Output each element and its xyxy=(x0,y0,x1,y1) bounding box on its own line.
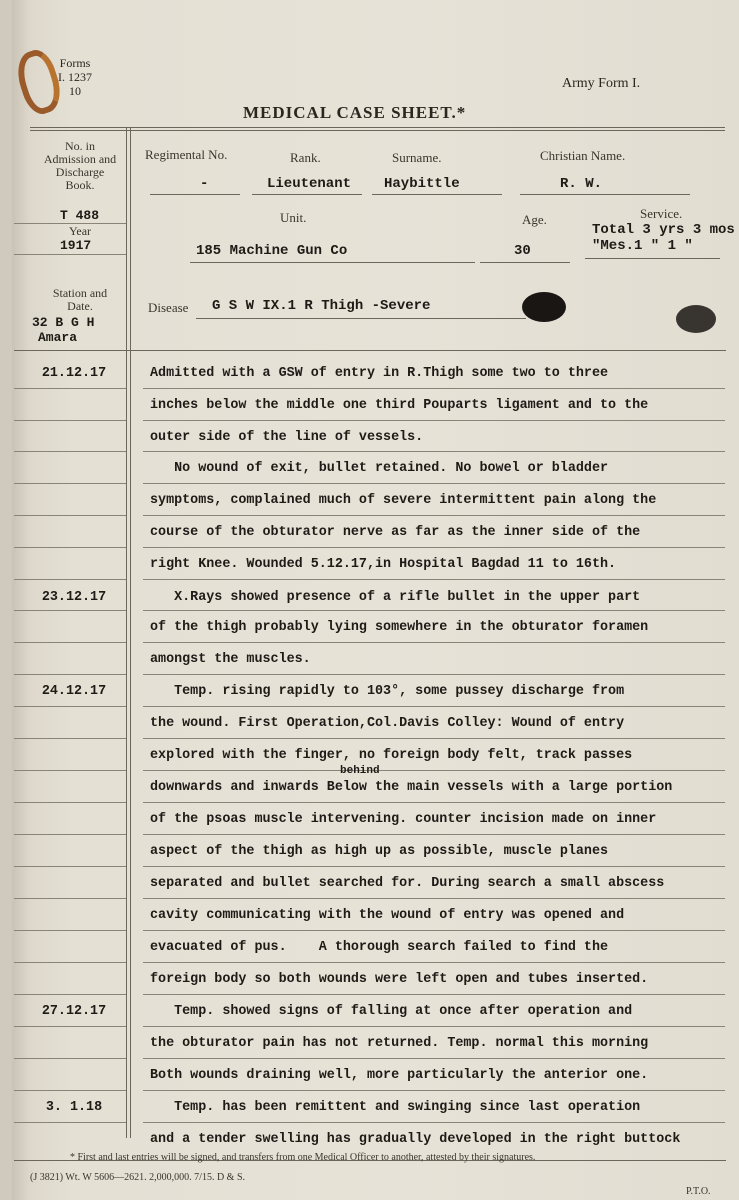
entry-date: 21.12.17 xyxy=(41,366,107,381)
divider xyxy=(30,127,725,128)
disease-label: Disease xyxy=(148,300,189,315)
unit-value: 185 Machine Gun Co xyxy=(196,243,348,259)
entry-line: evacuated of pus. A thorough search failed to find the xyxy=(150,940,609,955)
rank-value: Lieutenant xyxy=(267,176,352,192)
unit-label: Unit. xyxy=(280,210,307,225)
entry-line: Temp. showed signs of falling at once after operation and xyxy=(150,1004,633,1019)
station-value: 32 B G H xyxy=(32,315,95,330)
entry-date: 24.12.17 xyxy=(41,684,107,699)
surname-label: Surname. xyxy=(392,150,442,165)
entry-date: 23.12.17 xyxy=(41,590,107,605)
christian-value: R. W. xyxy=(560,176,603,192)
service-label: Service. xyxy=(640,206,683,221)
ink-blot xyxy=(676,305,716,333)
disease-value: G S W IX.1 R Thigh -Severe xyxy=(212,298,431,314)
entry-line: right Knee. Wounded 5.12.17,in Hospital Bagdad 11 to 16th. xyxy=(150,557,617,572)
admission-number: T 488 xyxy=(60,208,100,223)
admission-label: No. in Admission and Discharge Book. xyxy=(43,139,117,192)
divider xyxy=(30,130,725,131)
entry-line: No wound of exit, bullet retained. No bowel or bladder xyxy=(150,461,609,476)
entry-line: and a tender swelling has gradually developed in the right buttock xyxy=(150,1132,681,1147)
year-value: 1917 xyxy=(60,238,92,253)
entry-line: separated and bullet searched for. During search a small abscess xyxy=(150,876,665,891)
entry-date: 3. 1.18 xyxy=(45,1100,103,1115)
entry-line: downwards and inwards Below the main vessels with a large portion xyxy=(150,780,673,795)
station-label: Station and Date. xyxy=(52,286,108,313)
entry-line: of the thigh probably lying somewhere in the obturator foramen xyxy=(150,620,649,635)
christian-label: Christian Name. xyxy=(540,148,626,163)
entry-line: symptoms, complained much of severe intermittent pain along the xyxy=(150,493,657,508)
entry-line: the wound. First Operation,Col.Davis Colley: Wound of entry xyxy=(150,716,625,731)
regimental-value: - xyxy=(200,176,209,192)
entry-date: 27.12.17 xyxy=(41,1004,107,1019)
entry-line: foreign body so both wounds were left open and tubes inserted. xyxy=(150,972,649,987)
entry-line: Temp. rising rapidly to 103°, some pussey discharge from xyxy=(150,684,625,699)
entry-line: aspect of the thigh as high up as possible, muscle planes xyxy=(150,844,609,859)
entry-line: inches below the middle one third Pouparts ligament and to the xyxy=(150,398,649,413)
entry-line: Admitted with a GSW of entry in R.Thigh some two to three xyxy=(150,366,609,381)
ink-blot xyxy=(522,292,566,322)
surname-value: Haybittle xyxy=(384,176,460,192)
pto-label: P.T.O. xyxy=(686,1186,711,1197)
service-total: Total 3 yrs 3 mos xyxy=(592,222,735,238)
entry-line: outer side of the line of vessels. xyxy=(150,430,424,445)
army-form-label: Army Form I. xyxy=(562,76,641,91)
entry-line: Temp. has been remittent and swinging since last operation xyxy=(150,1100,641,1115)
entry-line: explored with the finger, no foreign body felt, track passes xyxy=(150,748,633,763)
entry-line: X.Rays showed presence of a rifle bullet in the upper part xyxy=(150,590,641,605)
year-label: Year xyxy=(68,224,92,238)
page-title: MEDICAL CASE SHEET.* xyxy=(243,103,467,122)
service-mes: "Mes.1 " 1 " xyxy=(592,238,693,254)
age-value: 30 xyxy=(514,243,531,259)
column-divider xyxy=(126,128,127,1138)
rank-label: Rank. xyxy=(290,150,321,165)
print-code: (J 3821) Wt. W 5606—2621. 2,000,000. 7/15. D & S. xyxy=(30,1172,246,1183)
entry-line: course of the obturator nerve as far as the inner side of the xyxy=(150,525,641,540)
entry-line: cavity communicating with the wound of entry was opened and xyxy=(150,908,625,923)
age-label: Age. xyxy=(522,212,547,227)
entry-line: of the psoas muscle intervening. counter incision made on inner xyxy=(150,812,657,827)
station-place: Amara xyxy=(38,330,78,345)
footer-note: * First and last entries will be signed, and transfers from one Medical Officer to another, attested by their signatures. xyxy=(70,1152,536,1163)
form-number: Forms I. 1237 10 xyxy=(58,56,92,98)
entry-line: Both wounds draining well, more particularly the anterior one. xyxy=(150,1068,649,1083)
column-divider xyxy=(130,128,131,1138)
entry-line: amongst the muscles. xyxy=(150,652,311,667)
insertion-note: behind xyxy=(340,765,380,777)
entry-line: the obturator pain has not returned. Temp. normal this morning xyxy=(150,1036,649,1051)
regimental-label: Regimental No. xyxy=(145,147,228,162)
